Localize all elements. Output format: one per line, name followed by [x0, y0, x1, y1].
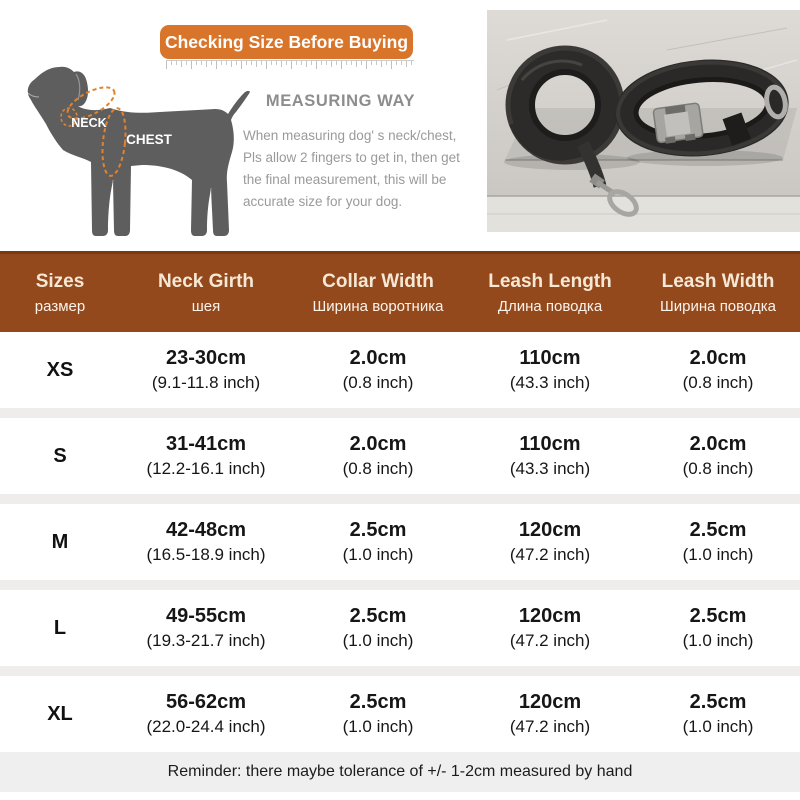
neck-girth-inch: (16.5-18.9 inch): [146, 545, 266, 564]
table-row-m: [0, 504, 800, 580]
neck-girth-cm: 31-41cm: [165, 433, 247, 455]
neck-girth-inch: (19.3-21.7 inch): [146, 631, 266, 650]
table-row-l: [0, 590, 800, 666]
leash-length-cm: 120cm: [518, 605, 582, 627]
chest-label: CHEST: [126, 132, 172, 147]
leash-width-cm: 2.5cm: [689, 519, 747, 541]
size-table-header: [0, 251, 800, 332]
collar-width-inch: (1.0 inch): [342, 717, 414, 736]
size-label: XS: [46, 358, 74, 381]
row-separator: [0, 580, 800, 590]
leash-length-cm: 110cm: [519, 347, 581, 369]
dog-silhouette-icon: [28, 67, 250, 236]
leash-width-inch: (0.8 inch): [682, 373, 754, 392]
collar-width-cm: 2.5cm: [349, 691, 407, 713]
size-label: M: [51, 530, 69, 553]
measuring-way-line: When measuring dog' s neck/chest,: [243, 128, 457, 143]
collar-width-inch: (0.8 inch): [342, 373, 414, 392]
header-neck-girth: Neck Girth шея: [157, 271, 255, 315]
header-collar-width: Collar Width Ширина воротника: [312, 271, 444, 315]
size-label: S: [53, 444, 67, 467]
leash-width-cm: 2.0cm: [689, 433, 747, 455]
collar-width-inch: (1.0 inch): [342, 631, 414, 650]
measuring-way-title: MEASURING WAY: [265, 92, 416, 110]
banner-title: Checking Size Before Buying: [160, 25, 413, 59]
leash-length-cm: 120cm: [518, 691, 582, 713]
measuring-way-line: the final measurement, this will be: [243, 172, 447, 187]
collar-width-cm: 2.0cm: [349, 433, 407, 455]
leash-width-inch: (1.0 inch): [682, 717, 754, 736]
table-row-xl: [0, 676, 800, 752]
neck-girth-inch: (22.0-24.4 inch): [146, 717, 266, 736]
row-separator: [0, 494, 800, 504]
leash-width-inch: (0.8 inch): [682, 459, 754, 478]
leash-width-inch: (1.0 inch): [682, 631, 754, 650]
leash-length-cm: 110cm: [519, 433, 581, 455]
table-row-xs: [0, 332, 800, 408]
neck-label: NECK: [71, 116, 107, 130]
collar-width-cm: 2.0cm: [349, 347, 407, 369]
row-separator: [0, 408, 800, 418]
table-row-s: [0, 418, 800, 494]
measuring-way-line: Pls allow 2 fingers to get in, then get: [243, 150, 460, 165]
dog-silhouette-diagram: [18, 62, 270, 242]
leash-width-inch: (1.0 inch): [682, 545, 754, 564]
neck-girth-inch: (12.2-16.1 inch): [146, 459, 266, 478]
size-label: L: [53, 616, 67, 639]
leash-length-inch: (43.3 inch): [509, 459, 591, 478]
leash-width-cm: 2.5cm: [689, 605, 747, 627]
leash-length-inch: (47.2 inch): [509, 631, 591, 650]
leash-length-cm: 120cm: [518, 519, 582, 541]
measuring-way-block: [243, 92, 488, 213]
size-label: XL: [47, 702, 73, 725]
leash-length-inch: (47.2 inch): [509, 717, 591, 736]
header-leash-length: Leash Length Длина поводка: [488, 271, 612, 315]
row-separator: [0, 666, 800, 676]
neck-girth-inch: (9.1-11.8 inch): [151, 373, 261, 392]
neck-girth-cm: 23-30cm: [165, 347, 247, 369]
size-table-body: [0, 332, 800, 752]
neck-girth-cm: 42-48cm: [165, 519, 247, 541]
leash-width-cm: 2.0cm: [689, 347, 747, 369]
neck-girth-cm: 49-55cm: [165, 605, 247, 627]
product-photo: [487, 10, 800, 232]
collar-width-inch: (0.8 inch): [342, 459, 414, 478]
reminder-note: Reminder: there maybe tolerance of +/- 1-2cm measured by hand: [0, 752, 800, 792]
collar-width-cm: 2.5cm: [349, 519, 407, 541]
collar-width-cm: 2.5cm: [349, 605, 407, 627]
header-leash-width: Leash Width Ширина поводка: [660, 271, 776, 315]
collar-width-inch: (1.0 inch): [342, 545, 414, 564]
leash-width-cm: 2.5cm: [689, 691, 747, 713]
measuring-way-line: accurate size for your dog.: [243, 194, 403, 209]
header-sizes: Sizes размер: [34, 271, 86, 315]
leash-length-inch: (43.3 inch): [509, 373, 591, 392]
neck-girth-cm: 56-62cm: [165, 691, 247, 713]
leash-length-inch: (47.2 inch): [509, 545, 591, 564]
